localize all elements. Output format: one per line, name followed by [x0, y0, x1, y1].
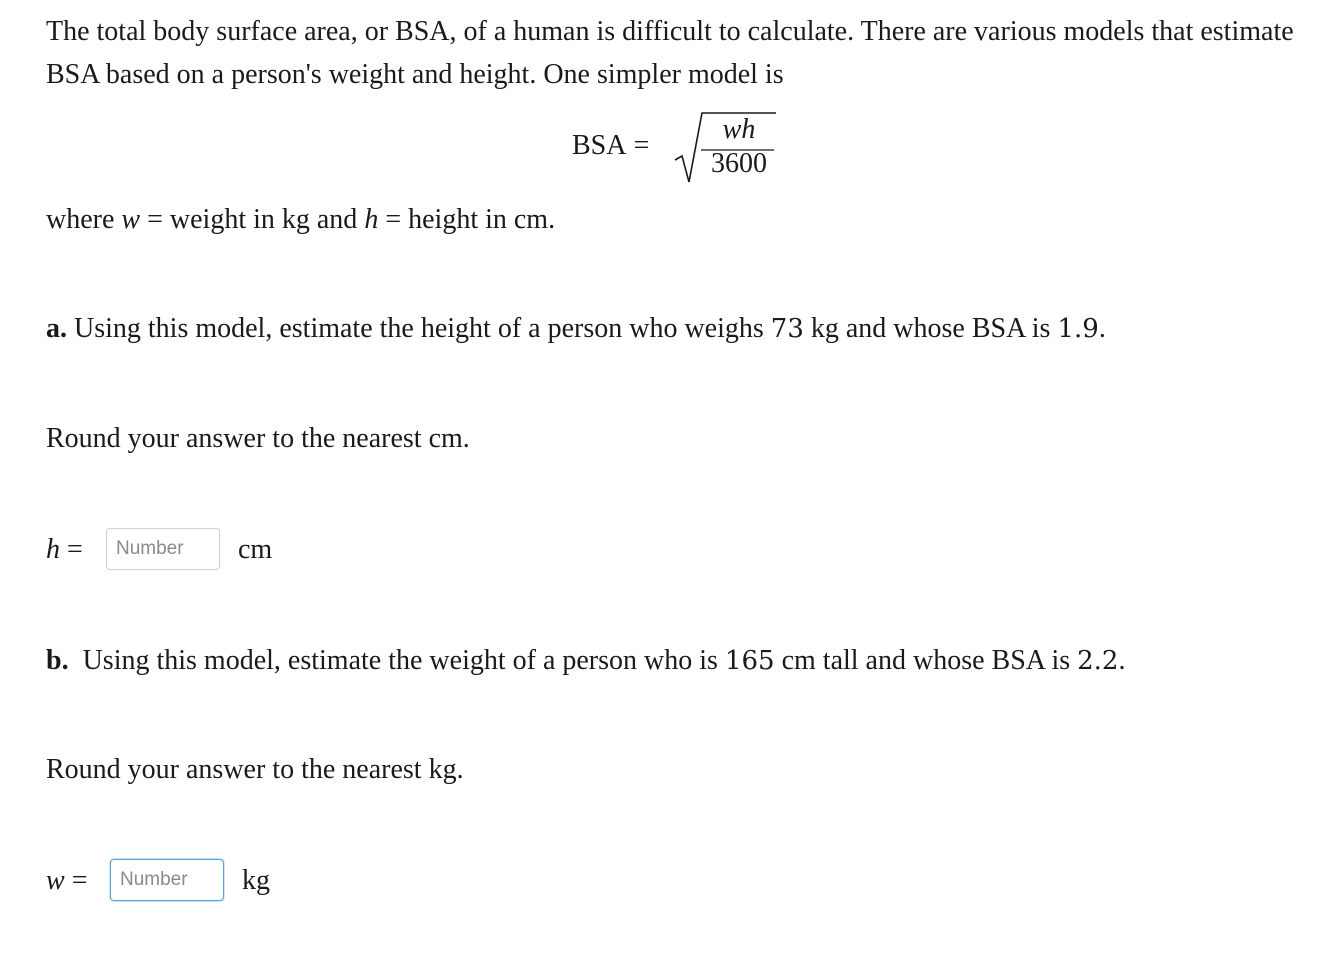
part-b-unit: kg — [242, 865, 270, 896]
part-a-var: h — [46, 534, 60, 565]
part-a-text-mid: kg and whose BSA is — [810, 313, 1051, 344]
part-a-round-text: Round your answer to the nearest cm. — [46, 423, 470, 454]
part-a-label: a. — [46, 313, 67, 344]
part-a-answer-label — [46, 530, 83, 570]
part-b-answer-label — [46, 861, 87, 901]
bsa-formula — [572, 112, 812, 192]
where-equals-1: = — [147, 204, 163, 235]
var-w: w — [121, 204, 141, 235]
var-h: h — [364, 204, 379, 235]
part-b-answer-row — [46, 859, 446, 903]
part-b-text-end: . — [1118, 645, 1126, 676]
part-a-bsa: 1.9 — [1057, 314, 1099, 344]
part-a-text-end: . — [1098, 313, 1106, 344]
part-b-round-instruction — [46, 748, 1316, 791]
where-suffix: height in cm. — [408, 204, 556, 235]
formula-lhs — [572, 128, 649, 164]
where-prefix: where — [46, 204, 115, 235]
part-b-label: b. — [46, 645, 69, 676]
formula-equals: = — [633, 130, 650, 161]
intro-text: The total body surface area, or BSA, of a human is difficult to calculate. There are various models that estimate BSA based on a person's weight and height. One simpler model is — [46, 16, 1294, 90]
intro-paragraph — [46, 10, 1316, 96]
part-a-weight: 73 — [770, 314, 804, 344]
part-b-round-text: Round your answer to the nearest kg. — [46, 754, 464, 785]
formula-bsa-text: BSA — [572, 130, 627, 161]
where-mid: weight in kg and — [169, 204, 358, 235]
part-a-equals: = — [67, 534, 83, 565]
part-a-text-before: Using this model, estimate the height of a person who weighs — [74, 313, 764, 344]
part-a-question — [46, 307, 1316, 351]
where-equals-2: = — [385, 204, 402, 235]
variable-definitions — [46, 198, 1316, 241]
part-b-height: 165 — [724, 646, 775, 676]
part-b-text-before: Using this model, estimate the weight of a person who is — [82, 645, 718, 676]
formula-numerator: wh — [722, 114, 756, 145]
part-a-answer-row — [46, 528, 446, 572]
part-b-text-mid: cm tall and whose BSA is — [781, 645, 1071, 676]
height-input[interactable] — [106, 528, 220, 570]
part-b-question — [46, 639, 1316, 683]
part-a-round-instruction — [46, 417, 1316, 460]
part-b-bsa: 2.2 — [1077, 646, 1119, 676]
part-b-equals: = — [71, 865, 88, 896]
weight-input[interactable] — [110, 859, 224, 901]
part-b-var: w — [46, 865, 65, 896]
formula-denominator: 3600 — [711, 148, 767, 179]
part-a-unit: cm — [238, 534, 273, 565]
